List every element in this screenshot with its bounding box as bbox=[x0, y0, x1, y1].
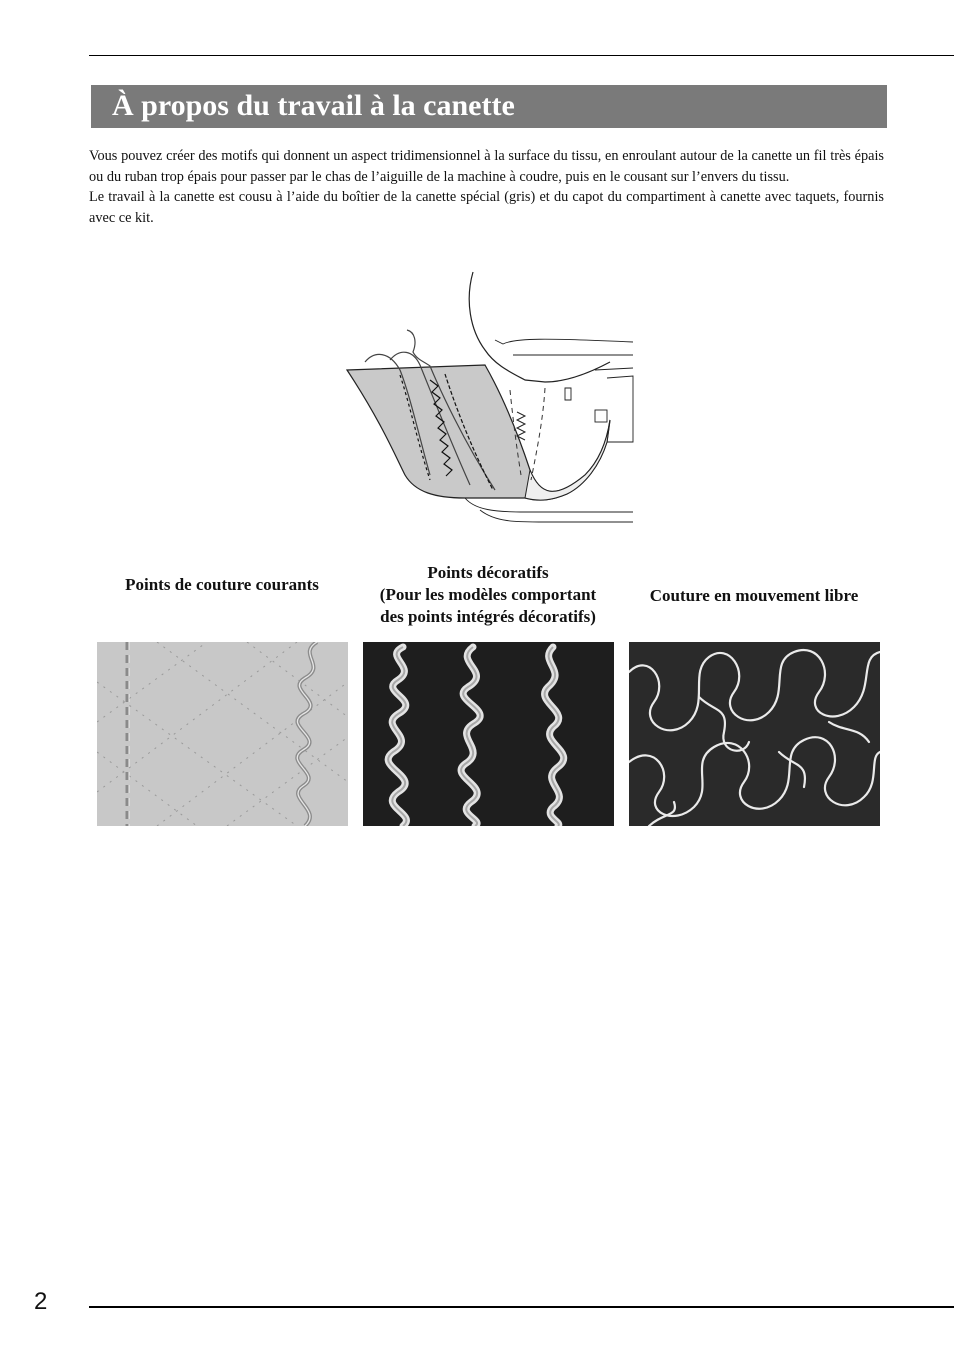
sewing-machine-illustration bbox=[345, 270, 637, 525]
free-motion-photo bbox=[629, 642, 880, 826]
page-title: À propos du travail à la canette bbox=[112, 89, 515, 122]
example-label-decorative-line2: (Pour les modèles comportant bbox=[379, 585, 597, 604]
top-rule bbox=[89, 55, 954, 56]
intro-paragraph: Vous pouvez créer des motifs qui donnent un aspect tridimensionnel à la surface du tissu, en enroulant autour de la canette un fil très épais ou du ruban trop épais pour passer par le chas de l’aiguille de la machine à coudre, puis en le cousant sur l’envers du tissu. bbox=[89, 148, 884, 185]
example-label-freemotion: Couture en mouvement libre bbox=[649, 586, 859, 605]
intro-text bbox=[89, 146, 884, 228]
example-label-decorative bbox=[352, 562, 624, 628]
example-label-decorative-line1: Points décoratifs bbox=[427, 563, 549, 582]
section-title-bar bbox=[91, 85, 887, 128]
page-number: 2 bbox=[34, 1288, 48, 1315]
bottom-rule bbox=[89, 1306, 954, 1308]
example-label-standard: Points de couture courants bbox=[125, 575, 319, 594]
intro-paragraph: Le travail à la canette est cousu à l’aide du boîtier de la canette spécial (gris) et du capot du compartiment à canette avec taquets, fournis avec ce kit. bbox=[89, 189, 884, 226]
example-label-decorative-line3: des points intégrés décoratifs) bbox=[380, 607, 596, 626]
decorative-stitch-photo bbox=[363, 642, 614, 826]
standard-stitch-photo bbox=[97, 642, 348, 826]
